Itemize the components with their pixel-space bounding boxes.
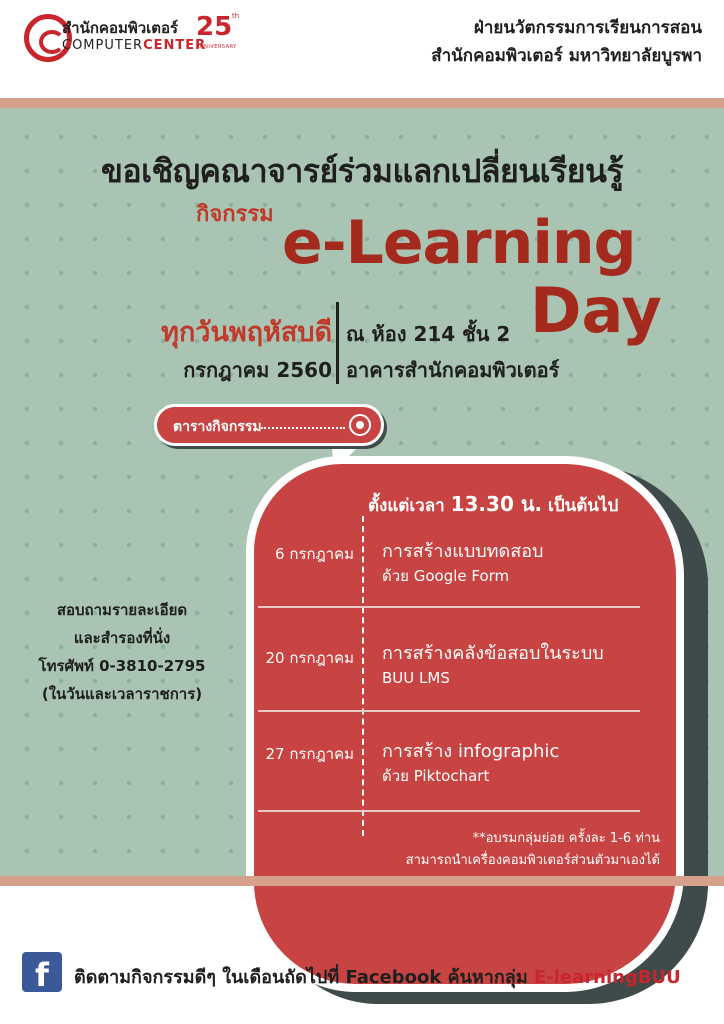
logo-computer-text: COMPUTER: [62, 38, 144, 53]
title-day: Day: [530, 274, 662, 347]
activity-label: กิจกรรม: [196, 202, 274, 227]
schedule-row-divider: [258, 710, 640, 712]
schedule-topic-1: [382, 540, 543, 588]
logo-english-name: [62, 38, 206, 53]
contact-line-2: และสำรองที่นั่ง: [73, 629, 171, 647]
schedule-topic-2: [382, 642, 604, 690]
contact-info: [22, 596, 222, 708]
schedule-tag: [154, 404, 384, 446]
schedule-topic-3: [382, 740, 559, 788]
time-suffix: เป็นต้นไป: [548, 496, 619, 516]
facebook-follow-text: [74, 962, 681, 991]
facebook-group-name: E-learningBUU: [533, 967, 681, 988]
time-prefix: ตั้งแต่เวลา: [368, 496, 445, 516]
divider-bar: [336, 302, 339, 384]
flower-icon: [349, 414, 371, 436]
logo-ordinal-suffix: th: [232, 12, 240, 20]
schedule-topic-2-subtitle: BUU LMS: [382, 669, 450, 687]
schedule-topic-3-subtitle: ด้วย Piktochart: [382, 767, 490, 785]
schedule-dashed-divider: [362, 516, 364, 836]
contact-line-1: สอบถามรายละเอียด: [56, 601, 188, 619]
bottom-stripe: [0, 876, 724, 886]
schedule-tag-label: ตารางกิจกรรม: [173, 419, 262, 435]
schedule-date-3: 27 กรกฎาคม: [265, 745, 354, 763]
schedule-note: [290, 828, 660, 872]
schedule-row-divider: [258, 810, 640, 812]
start-time: [368, 488, 618, 520]
facebook-icon: f: [22, 952, 62, 992]
logo-anniversary-text: ANNIVERSARY: [196, 44, 237, 50]
building-text: อาคารสำนักคอมพิวเตอร์: [346, 358, 560, 382]
department-line-1: ฝ่ายนวัตกรรมการเรียนการสอน: [473, 18, 702, 38]
contact-phone: โทรศัพท์ 0-3810-2795: [38, 657, 206, 675]
header: [0, 0, 724, 98]
logo-thai-name: สำนักคอมพิวเตอร์: [62, 19, 179, 37]
department-line-2: สำนักคอมพิวเตอร์ มหาวิทยาลัยบูรพา: [431, 46, 702, 66]
schedule-date-2: 20 กรกฎาคม: [265, 649, 354, 667]
top-stripe: [0, 98, 724, 108]
note-line-1: **อบรมกลุ่มย่อย ครั้งละ 1-6 ท่าน: [472, 831, 660, 846]
schedule-topic-3-title: การสร้าง infographic: [382, 741, 560, 762]
schedule-topic-1-subtitle: ด้วย Google Form: [382, 567, 510, 585]
note-line-2: สามารถนำเครื่องคอมพิวเตอร์ส่วนตัวมาเองได้: [405, 853, 660, 868]
schedule-row-divider: [258, 606, 640, 608]
month-year-text: กรกฎาคม 2560: [183, 358, 332, 382]
every-thursday-text: ทุกวันพฤหัสบดี: [161, 317, 332, 348]
follow-text: ติดตามกิจกรรมดีๆ ในเดือนถัดไปที่ Facebook ค้นหากลุ่ม: [74, 967, 528, 988]
logo-center-text: CENTER: [143, 38, 207, 53]
contact-hours: (ในวันและเวลาราชการ): [41, 685, 203, 703]
title-e-learning: e-Learning: [282, 208, 636, 278]
invite-heading: ขอเชิญคณาจารย์ร่วมแลกเปลี่ยนเรียนรู้: [100, 152, 623, 190]
schedule-date-1: 6 กรกฎาคม: [275, 545, 354, 563]
dotted-line: [261, 427, 345, 429]
logo-anniversary-number: 25: [196, 12, 233, 42]
department-name: [431, 14, 702, 70]
room-text: ณ ห้อง 214 ชั้น 2: [346, 322, 511, 346]
main-panel: [0, 108, 724, 876]
computer-center-logo: [18, 10, 258, 72]
schedule-bubble: [246, 456, 684, 992]
schedule-topic-2-title: การสร้างคลังข้อสอบในระบบ: [382, 643, 604, 664]
schedule-topic-1-title: การสร้างแบบทดสอบ: [382, 541, 544, 562]
time-value: 13.30 น.: [450, 492, 543, 516]
